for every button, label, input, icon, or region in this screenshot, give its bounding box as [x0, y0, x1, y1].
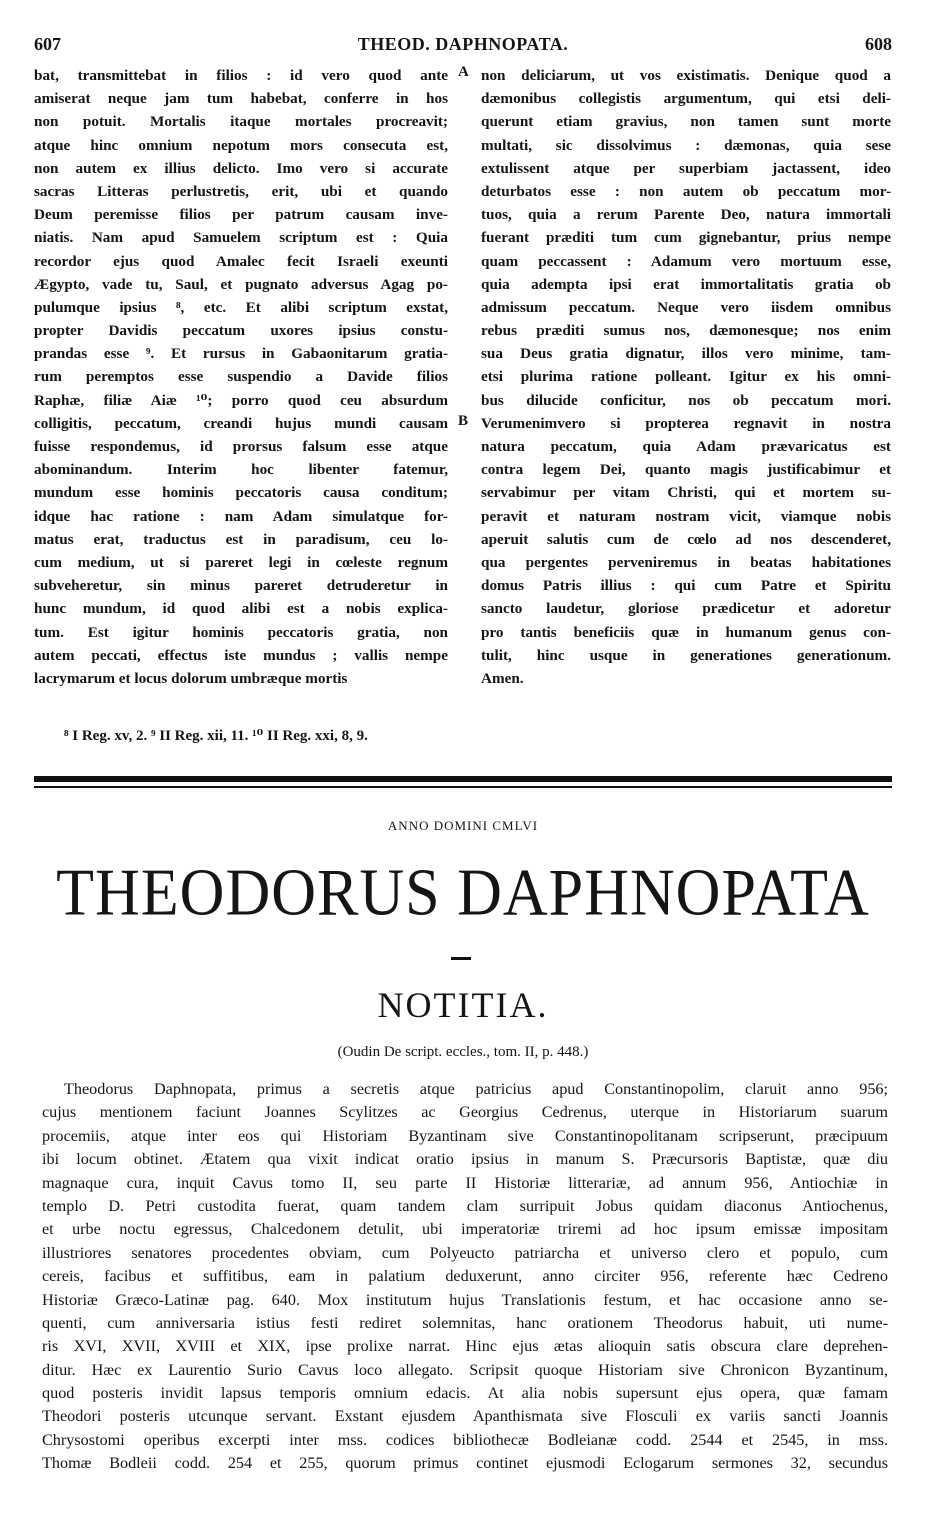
left-column-line: recordor ejus quod Amalec fecit Israeli exeunti — [34, 252, 448, 270]
right-column-line: rebus præditi sumus nos, dæmonesque; nos enim — [481, 322, 891, 340]
right-column-line: Verumenimvero si propterea regnavit in nostra — [481, 414, 891, 432]
left-column-line: cum medium, ut si pareret legi in cœleste regnum — [34, 553, 448, 571]
right-column-line: admissum peccatum. Neque vero iisdem omnibus — [481, 298, 891, 316]
page-number-left: 607 — [34, 34, 61, 54]
left-column-line: bat, transmittebat in filios : id vero quod ante — [34, 67, 448, 84]
body-line: cujus mentionem faciunt Joannes Scylitzes ac Georgius Cedrenus, uterque in Historiarum suarum — [42, 1103, 888, 1122]
right-column-line: contra legem Dei, quanto magis justificabimur et — [481, 461, 891, 479]
body-line: ris XVI, XVII, XVIII et XIX, ipse prolixe narrat. Hinc ejus ætas alioquin satis obscura clare deprehen- — [42, 1337, 888, 1356]
footnotes: ⁸ I Reg. xv, 2. ⁹ II Reg. xii, 11. ¹⁰ II Reg. xxi, 8, 9. — [64, 728, 368, 744]
body-line: ditur. Hæc ex Laurentio Surio Cavus loco allegato. Scripsit quoque Historiam sive Chronicon Byzantinum, — [42, 1360, 888, 1379]
left-column-line: Ægypto, vade tu, Saul, et pugnato adversus Agag po- — [34, 275, 448, 293]
right-column-line: qua pergentes perveniremus in beatas habitationes — [481, 553, 891, 571]
left-column-line: propter Davidis peccatum uxores ipsius constu- — [34, 322, 448, 340]
body-line: quod posteris invidit lapsus temporis omnium edacis. At alia nobis supersunt ejus opera, quæ famam — [42, 1384, 888, 1403]
body-line: Theodorus Daphnopata, primus a secretis atque patricius apud Constantinopolim, claruit anno 956; — [64, 1080, 888, 1098]
right-column-line: bus dilucide conficitur, nos ob peccatum mori. — [481, 391, 891, 409]
right-column-line: domus Patris illius : qui cum Patre et Spiritu — [481, 577, 891, 595]
body-line: et urbe noctu egressus, Chalcedonem detulit, ubi imperatoriæ triremi ad hoc ipsum emissæ impositam — [42, 1220, 888, 1239]
body-line: magnaque cura, inquit Cavus tomo II, seu parte II Historiæ litterariæ, ad annum 956, Antiochiæ in — [42, 1173, 888, 1192]
section-source: (Oudin De script. eccles., tom. II, p. 448.) — [337, 1044, 589, 1060]
section-subtitle: NOTITIA. — [377, 985, 549, 1025]
right-column-line: quia adempta ipsi erat immortalitatis gratia ob — [481, 275, 891, 293]
left-column — [34, 64, 448, 690]
right-column-line: tulit, hinc usque in generationes generationum. — [481, 646, 891, 664]
section-divider-thick — [34, 776, 892, 782]
left-column-line: atque hinc omnium nepotum mors consecuta est, — [34, 136, 448, 154]
left-column-line: Deum peremisse filios per patrum causam inve- — [34, 206, 448, 224]
right-column-line: deturbatos esse : non autem ob peccatum mor- — [481, 182, 891, 200]
left-column-line: tum. Est igitur hominis peccatoris gratia, non — [34, 623, 448, 641]
body-line: cereis, facibus et suffitibus, eam in palatium deduxerunt, anno circiter 956, referente hæc Cedreno — [42, 1267, 888, 1286]
left-column-line: subveheretur, sin minus pareret detruderetur in — [34, 577, 448, 595]
right-column-line: Amen. — [481, 669, 524, 687]
title-dash — [451, 957, 471, 960]
right-column — [481, 64, 891, 690]
left-column-line: sacras Litteras perlustretis, erit, ubi et quando — [34, 182, 448, 200]
running-header — [34, 34, 892, 56]
right-column-line: querunt etiam gravius, non tamen sunt morte — [481, 113, 891, 131]
right-column-line: fuerant præditi tum cum gignebantur, prius nempe — [481, 229, 891, 247]
page-number-right: 608 — [865, 34, 892, 54]
body-line: illustriores senatores procedentes obviam, cum Polyeucto patriarcha et universo clero et populo, cum — [42, 1243, 888, 1262]
right-column-line: etsi plurima ratione polleant. Igitur ex his omni- — [481, 368, 891, 386]
body-line: ibi locum obtinet. Ætatem qua vixit indicat oratio ipsius in manum S. Præcursoris Baptistæ, quæ diu — [42, 1150, 888, 1169]
right-column-line: tuos, quia a rerum Parente Deo, natura immortali — [481, 206, 891, 224]
margin-marker-b: B — [458, 413, 469, 429]
left-column-line: hunc mundum, id quod alibi est a nobis explica- — [34, 600, 448, 618]
right-column-line: peravit et naturam nostram vicit, viamque nobis — [481, 507, 891, 525]
right-column-line: extulissent atque per superbiam jactassent, ideo — [481, 159, 891, 177]
body-line: templo D. Petri custodita fuerat, quam tandem clam surripuit Jobus quidam diaconus Antiochenus, — [42, 1196, 888, 1215]
right-column-line: aperuit salutis cum de cœlo ad nos descenderet, — [481, 530, 891, 548]
right-column-line: sua Deus gratia dignatur, illos vero minime, tam- — [481, 345, 891, 363]
right-column-line: sancto laudetur, gloriose prædicetur et adoretur — [481, 600, 891, 618]
left-column-line: non autem ex illius delicto. Imo vero si accurate — [34, 159, 448, 177]
left-column-line: niatis. Nam apud Samuelem scriptum est : Quia — [34, 229, 448, 247]
right-column-line: dæmonibus collegistis argumentum, qui etsi deli- — [481, 90, 891, 108]
body-line: Historiæ Græco-Latinæ pag. 640. Mox institutum hujus Translationis festum, et hac occasione anno se- — [42, 1290, 888, 1309]
right-column-line: quam peccassent : Adamum vero mortuum esse, — [481, 252, 891, 270]
body-line: quenti, cum anniversaria istius festi rediret solemnitas, hanc orationem Theodorus habuit, uti nume- — [42, 1313, 888, 1332]
left-column-line: lacrymarum et locus dolorum umbræque mortis — [34, 669, 348, 687]
right-column-line: servabimur per vitam Christi, qui et mortem su- — [481, 484, 891, 502]
right-column-line: pro tantis beneficiis quæ in humanum genus con- — [481, 623, 891, 641]
body-line: Theodori posteris utcunque servant. Exstant ejusdem Apanthismata sive Flosculi ex variis sancti Joannis — [42, 1407, 888, 1426]
body-line: Chrysostomi operibus excerpti inter mss. codices bibliothecæ Bodleianæ codd. 2544 et 2545, in mss. — [42, 1430, 888, 1449]
left-column-line: abominandum. Interim hoc libenter fatemur, — [34, 461, 448, 479]
left-column-line: fuisse respondemus, id prorsus falsum esse atque — [34, 438, 448, 455]
notitia-body — [42, 1078, 888, 1476]
right-column-line: multati, sic dissolvimus : dæmonas, quia sese — [481, 136, 891, 154]
left-column-line: Raphæ, filiæ Aiæ ¹⁰; porro quod ceu absurdum — [34, 391, 448, 409]
left-column-line: rum peremptos esse suspendio a Davide filios — [34, 368, 448, 386]
section-date: ANNO DOMINI CMLVI — [387, 818, 539, 833]
left-column-line: non potuit. Mortalis itaque mortales procreavit; — [34, 113, 448, 131]
right-column-line: natura peccatum, quia Adam prævaricatus est — [481, 438, 891, 455]
body-line: Thomæ Bodleii codd. 254 et 255, quorum primus continet ejusmodi Eclogarum sermones 32, secundus — [42, 1454, 888, 1473]
running-title: THEOD. DAPHNOPATA. — [357, 34, 569, 54]
left-column-line: colligitis, peccatum, creandi hujus mundi causam — [34, 414, 448, 432]
left-column-line: pulumque ipsius ⁸, etc. Et alibi scriptum exstat, — [34, 298, 448, 316]
left-column-line: idque hac ratione : nam Adam simulatque for- — [34, 507, 448, 525]
section-title: THEODORUS DAPHNOPATA — [56, 856, 870, 930]
margin-marker-a: A — [458, 64, 469, 80]
left-column-line: mundum esse hominis peccatoris causa conditum; — [34, 484, 448, 502]
section-divider-thin — [34, 786, 892, 788]
right-column-line: non deliciarum, ut vos existimatis. Denique quod a — [481, 67, 891, 84]
left-column-line: matus erat, traductus est in paradisum, ceu lo- — [34, 530, 448, 548]
left-column-line: amiserat neque jam tum habebat, conferre in hos — [34, 90, 448, 108]
left-column-line: autem peccati, effectus iste mundus ; vallis nempe — [34, 646, 448, 664]
body-line: procemiis, atque inter eos qui Historiam Byzantinam sive Constantinopolitanam scripserunt, præcipuum — [42, 1126, 888, 1145]
left-column-line: prandas esse ⁹. Et rursus in Gabaonitarum gratia- — [34, 345, 448, 363]
